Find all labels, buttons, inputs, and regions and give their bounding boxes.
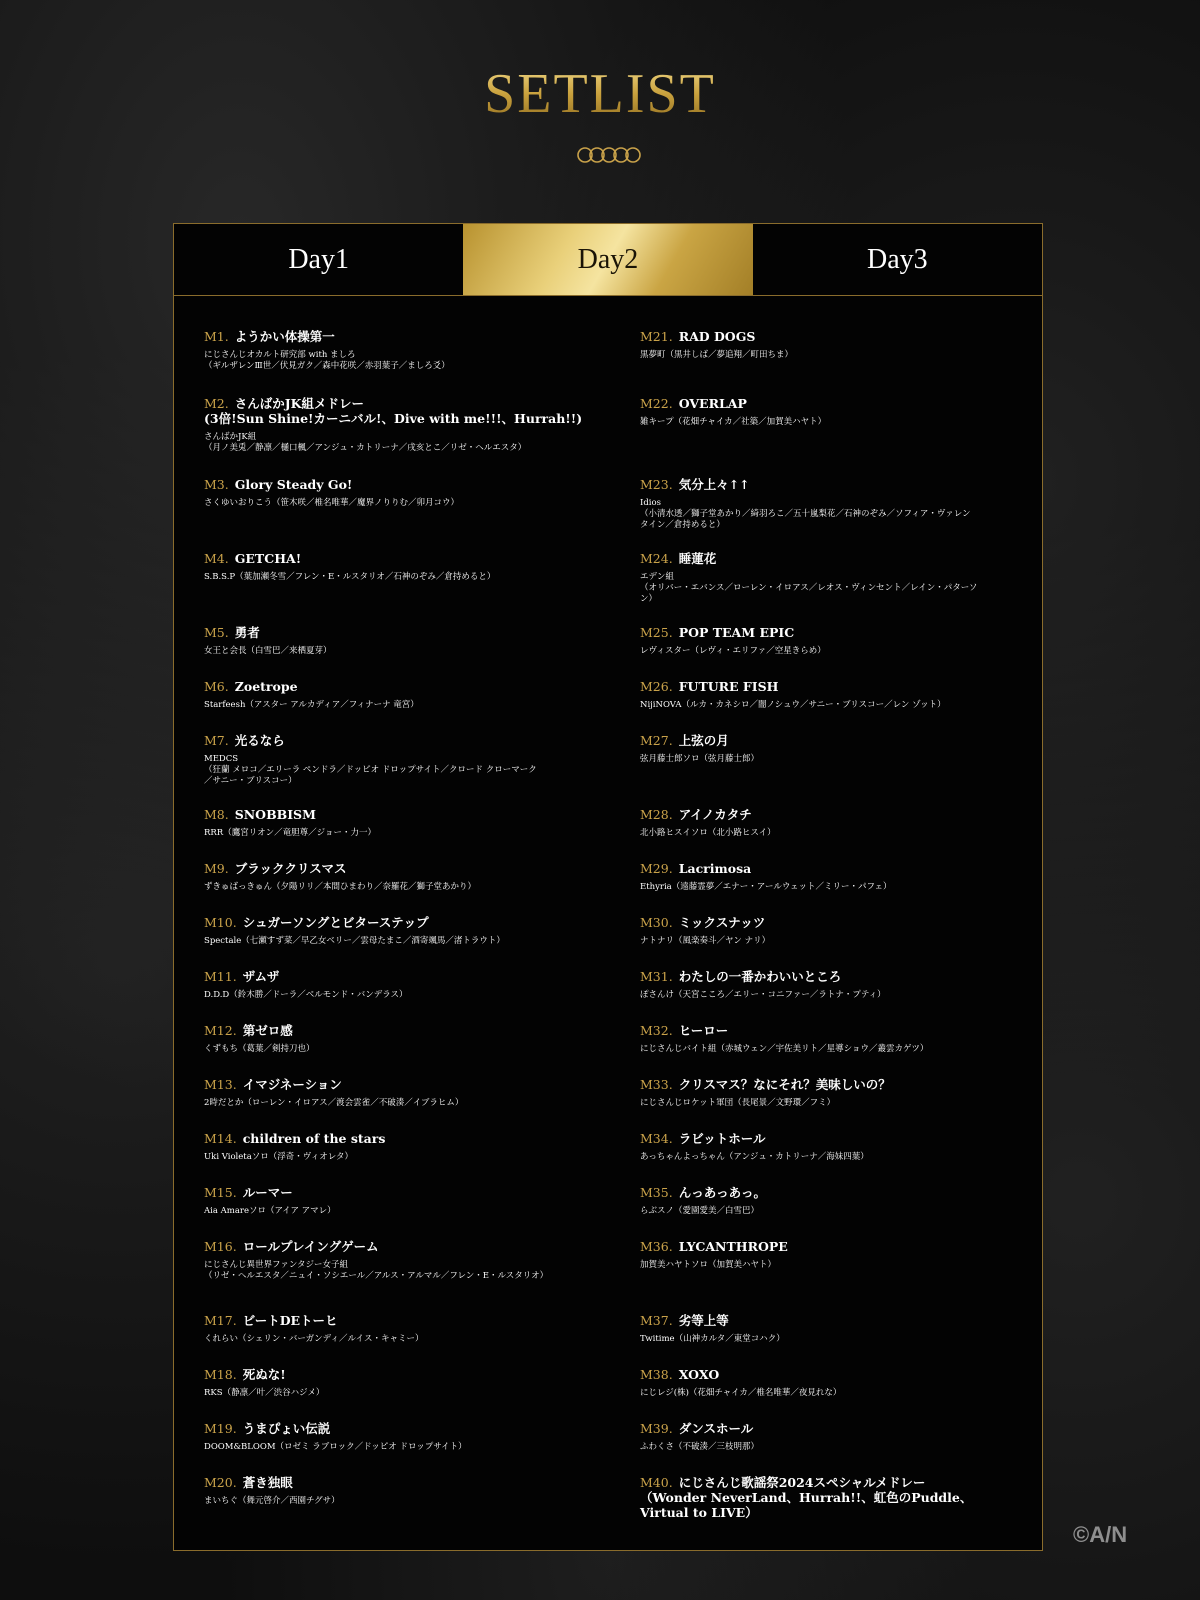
song-name: 劣等上等 [678,1313,729,1328]
song-title [640,1023,1015,1038]
song-title [640,329,1015,344]
song-artist: にじさんじオカルト研究部 with ましろ （ギルザレンⅢ世／伏見ガク／森中花咲／赤羽葉子／ましろ爻） [204,350,450,371]
song-title [204,1421,604,1436]
song-title [640,1475,1015,1520]
song-title [204,915,604,930]
song-number: M6. [204,679,229,694]
song-title [640,807,1015,822]
song-title [640,1367,1015,1382]
song-title [204,1077,604,1092]
song-name: ラビットホール [678,1131,766,1146]
setlist-item [204,679,604,711]
song-number: M8. [204,807,229,822]
setlist-item [204,1475,604,1507]
song-title [204,1367,604,1382]
song-name: ザムザ [242,969,280,984]
day-tabs [174,224,1042,296]
setlist-item [204,969,604,1001]
song-number: M25. [640,625,673,640]
song-artist: 弦月藤士郎ソロ（弦月藤士郎） [640,754,760,764]
song-artist: ずきゅばっきゅん（夕陽リリ／本間ひまわり／奈羅花／獅子堂あかり） [204,882,477,892]
setlist-item [640,1475,1015,1520]
setlist-item [204,329,604,372]
song-name: POP TEAM EPIC [678,625,795,640]
song-number: M23. [640,477,673,492]
song-number: M40. [640,1475,673,1490]
song-number: M27. [640,733,673,748]
setlist-item [204,1077,604,1109]
song-number: M1. [204,329,229,344]
song-artist: くれらい（シェリン・バーガンディ／ルイス・キャミー） [204,1334,424,1344]
song-title [204,733,604,748]
song-name: ようかい体操第一 [234,329,335,344]
tab-day2[interactable]: Day2 [463,224,752,295]
song-name: わたしの一番かわいいところ [678,969,842,984]
song-number: M13. [204,1077,237,1092]
setlist-item [204,733,604,787]
song-title [204,551,604,566]
song-number: M22. [640,396,673,411]
song-number: M10. [204,915,237,930]
song-name: GETCHA! [234,551,302,566]
setlist-item [640,679,1015,711]
song-artist: にじさんじ異世界ファンタジー女子組 （リゼ・ヘルエスタ／ニュイ・ソシエール／アルス・アルマル／フレン・E・ルスタリオ） [204,1260,549,1281]
setlist-item [204,1313,604,1345]
song-number: M16. [204,1239,237,1254]
song-artist: DOOM&BLOOM（ロゼミ ラブロック／ドッピオ ドロップサイト） [204,1442,467,1452]
song-number: M12. [204,1023,237,1038]
song-number: M17. [204,1313,237,1328]
song-title [640,396,1015,411]
song-artist: NijiNOVA（ルカ・カネシロ／闇ノシュウ／サニー・ブリスコー／レン ゾット） [640,700,946,710]
setlist-item [640,1131,1015,1163]
song-number: M20. [204,1475,237,1490]
song-artist: Twitime（山神カルタ／東堂コハク） [640,1334,785,1344]
tab-day3[interactable]: Day3 [866,243,928,275]
song-artist: RKS（静凛／叶／渋谷ハジメ） [204,1388,325,1398]
song-artist: らぶスノ（愛園愛美／白雪巴） [640,1206,760,1216]
song-number: M28. [640,807,673,822]
setlist-item [204,1239,604,1282]
setlist-item [640,329,1015,361]
song-name: XOXO [678,1367,720,1382]
song-title [204,1185,604,1200]
song-number: M29. [640,861,673,876]
song-name: 第ゼロ感 [242,1023,293,1038]
song-name: 上弦の月 [678,733,729,748]
song-artist: 加賀美ハヤトソロ（加賀美ハヤト） [640,1260,777,1270]
song-name: 勇者 [234,625,260,640]
song-title [204,1131,604,1146]
setlist-item [640,915,1015,947]
song-number: M18. [204,1367,237,1382]
song-name: ブラッククリスマス [234,861,347,876]
song-number: M32. [640,1023,673,1038]
song-title [204,679,604,694]
setlist-item [640,969,1015,1001]
setlist-item [204,1023,604,1055]
song-artist: さんばかJK組 （月ノ美兎／静凛／樋口楓／アンジュ・カトリーナ／戌亥とこ／リゼ・ヘルエスタ） [204,432,527,453]
song-title [640,1077,1015,1092]
song-name: イマジネーション [242,1077,342,1092]
song-artist: くずもち（葛葉／剣持刀也） [204,1044,315,1054]
setlist-item [204,1421,604,1453]
song-artist: エデン組 （オリバー・エバンス／ローレン・イロアス／レオス・ヴィンセント／レイン・パターソ ン） [640,572,978,604]
song-number: M9. [204,861,229,876]
song-number: M21. [640,329,673,344]
song-artist: Ethyria（遠藤霊夢／エナー・アールウェット／ミリー・パフェ） [640,882,892,892]
song-name: Glory Steady Go! [234,477,353,492]
song-name: ルーマー [242,1185,293,1200]
song-artist: さくゆいおりこう（笹木咲／椎名唯華／魔界ノりりむ／卯月コウ） [204,498,460,508]
song-number: M31. [640,969,673,984]
song-artist: ふわくさ（不破湊／三枝明那） [640,1442,760,1452]
rings-decoration-icon [575,145,645,165]
song-title [640,1185,1015,1200]
song-title [640,1239,1015,1254]
song-title [640,679,1015,694]
song-number: M38. [640,1367,673,1382]
song-number: M34. [640,1131,673,1146]
setlist-item [640,625,1015,657]
song-name: アイノカタチ [678,807,752,822]
song-title [640,1421,1015,1436]
song-artist: Aia Amareソロ（アイア アマレ） [204,1206,336,1216]
song-name: children of the stars [242,1131,386,1146]
song-name: クリスマス？なにそれ？美味しいの？ [678,1077,891,1092]
setlist-item [204,861,604,893]
tab-day1[interactable]: Day1 [288,243,349,275]
setlist-item [204,807,604,839]
song-title [640,969,1015,984]
setlist-item [640,733,1015,765]
song-number: M33. [640,1077,673,1092]
setlist-item [640,861,1015,893]
setlist-item [204,915,604,947]
song-name: さんばかJK組メドレー (3倍!Sun Shine!カーニバル!、Dive with me!!!、Hurrah!!) [204,396,583,426]
song-artist: ナトナリ（風楽奏斗／ヤン ナリ） [640,936,771,946]
song-number: M5. [204,625,229,640]
song-number: M24. [640,551,673,566]
song-number: M30. [640,915,673,930]
song-artist: にじさんじロケット軍団（長尾景／文野環／フミ） [640,1098,836,1108]
setlist-item [640,1239,1015,1271]
song-name: 睡蓮花 [678,551,717,566]
song-number: M19. [204,1421,237,1436]
song-title [640,915,1015,930]
song-title [640,1131,1015,1146]
setlist-panel [173,223,1043,1551]
song-number: M4. [204,551,229,566]
song-number: M11. [204,969,237,984]
song-title [640,861,1015,876]
song-number: M37. [640,1313,673,1328]
setlist-item [640,1185,1015,1217]
song-title [640,551,1015,566]
setlist-item [640,396,1015,428]
song-title [640,477,1015,492]
song-title [640,1313,1015,1328]
song-artist: Uki Violetaソロ（浮奇・ヴィオレタ） [204,1152,353,1162]
song-name: RAD DOGS [678,329,756,344]
song-title [204,477,604,492]
song-artist: D.D.D（鈴木勝／ドーラ／ベルモンド・バンデラス） [204,990,408,1000]
song-number: M15. [204,1185,237,1200]
song-artist: S.B.S.P（葉加瀬冬雪／フレン・E・ルスタリオ／石神のぞみ／倉持めると） [204,572,496,582]
song-artist: にじさんじバイト組（赤城ウェン／宇佐美リト／星導ショウ／叢雲カゲツ） [640,1044,929,1054]
song-artist: あっちゃんよっちゃん（アンジュ・カトリーナ／海妹四葉） [640,1152,869,1162]
song-name: LYCANTHROPE [678,1239,788,1254]
song-name: 死ぬな! [242,1367,286,1382]
song-name: ヒーロー [678,1023,729,1038]
song-title [204,1023,604,1038]
setlist-item [640,1421,1015,1453]
song-number: M7. [204,733,229,748]
setlist-item [204,477,604,509]
copyright: ©A/N [1073,1522,1128,1547]
song-artist: レヴィスター（レヴィ・エリファ／空星きらめ） [640,646,826,656]
song-name: にじさんじ歌謡祭2024スペシャルメドレー （Wonder NeverLand、Hurrah!!、虹色のPuddle、Virtual to LIVE） [640,1475,973,1520]
song-artist: ぽさんけ（天宮こころ／エリー・コニファー／ラトナ・プティ） [640,990,886,1000]
song-artist: Spectale（七瀬すず菜／早乙女ベリー／雲母たまこ／酒寄颯馬／渚トラウト） [204,936,505,946]
song-title [640,625,1015,640]
song-title [204,1313,604,1328]
song-artist: 黒夢町（黒井しば／夢追翔／町田ちま） [640,350,794,360]
song-number: M39. [640,1421,673,1436]
setlist-item [640,551,1015,605]
song-artist: 2時だとか（ローレン・イロアス／渡会雲雀／不破湊／イブラヒム） [204,1098,464,1108]
song-name: うまぴょい伝説 [242,1421,331,1436]
song-title [204,969,604,984]
setlist-item [640,1367,1015,1399]
setlist-item [204,551,604,583]
song-name: 光るなら [234,733,285,748]
song-artist: 雑キープ（花畑チャイカ／社築／加賀美ハヤト） [640,417,827,427]
song-name: ビートDEトーヒ [242,1313,338,1328]
setlist-item [640,1313,1015,1345]
setlist-item [204,396,604,454]
song-name: ミックスナッツ [678,915,766,930]
song-name: FUTURE FISH [678,679,779,694]
setlist-item [204,1367,604,1399]
song-name: ロールプレイングゲーム [242,1239,379,1254]
song-artist: 女王と会長（白雪巴／来栖夏芽） [204,646,332,656]
song-artist: Starfeesh（アスター アルカディア／フィナーナ 竜宮） [204,700,419,710]
song-title [204,807,604,822]
song-title [204,329,604,344]
song-number: M26. [640,679,673,694]
song-number: M35. [640,1185,673,1200]
song-title [204,625,604,640]
setlist-item [640,1023,1015,1055]
song-name: Zoetrope [234,679,298,694]
setlist-item [640,477,1015,531]
song-number: M14. [204,1131,237,1146]
song-title [640,733,1015,748]
song-title [204,1475,604,1490]
setlist-item [204,625,604,657]
song-number: M36. [640,1239,673,1254]
song-name: ダンスホール [678,1421,754,1436]
song-artist: RRR（鷹宮リオン／竜胆尊／ジョー・力一） [204,828,376,838]
song-title [204,396,604,426]
song-artist: 北小路ヒスイソロ（北小路ヒスイ） [640,828,776,838]
song-title [204,1239,604,1254]
setlist-item [204,1131,604,1163]
setlist-item [640,1077,1015,1109]
song-name: んっあっあっ。 [678,1185,766,1200]
song-name: OVERLAP [678,396,747,411]
song-name: 蒼き独眼 [242,1475,293,1490]
song-number: M2. [204,396,229,411]
setlist-item [204,1185,604,1217]
song-name: Lacrimosa [678,861,752,876]
song-name: シュガーソングとビターステップ [242,915,429,930]
song-name: 気分上々↑↑ [678,477,750,492]
song-title [204,861,604,876]
song-artist: まいちぐ（舞元啓介／西園チグサ） [204,1496,340,1506]
page-title: SETLIST [0,62,1200,126]
song-artist: にじレジ(株)（花畑チャイカ／椎名唯華／夜見れな） [640,1388,842,1398]
song-name: SNOBBISM [234,807,316,822]
song-number: M3. [204,477,229,492]
song-artist: Idios （小清水透／獅子堂あかり／綺羽ろこ／五十嵐梨花／石神のぞみ／ソフィア・ヴァレン タイン／倉持めると） [640,498,971,530]
setlist-item [640,807,1015,839]
song-artist: MEDCS （狂蘭 メロコ／エリーラ ペンドラ／ドッピオ ドロップサイト／クロード クローマーク ／サニー・ブリスコー） [204,754,537,786]
